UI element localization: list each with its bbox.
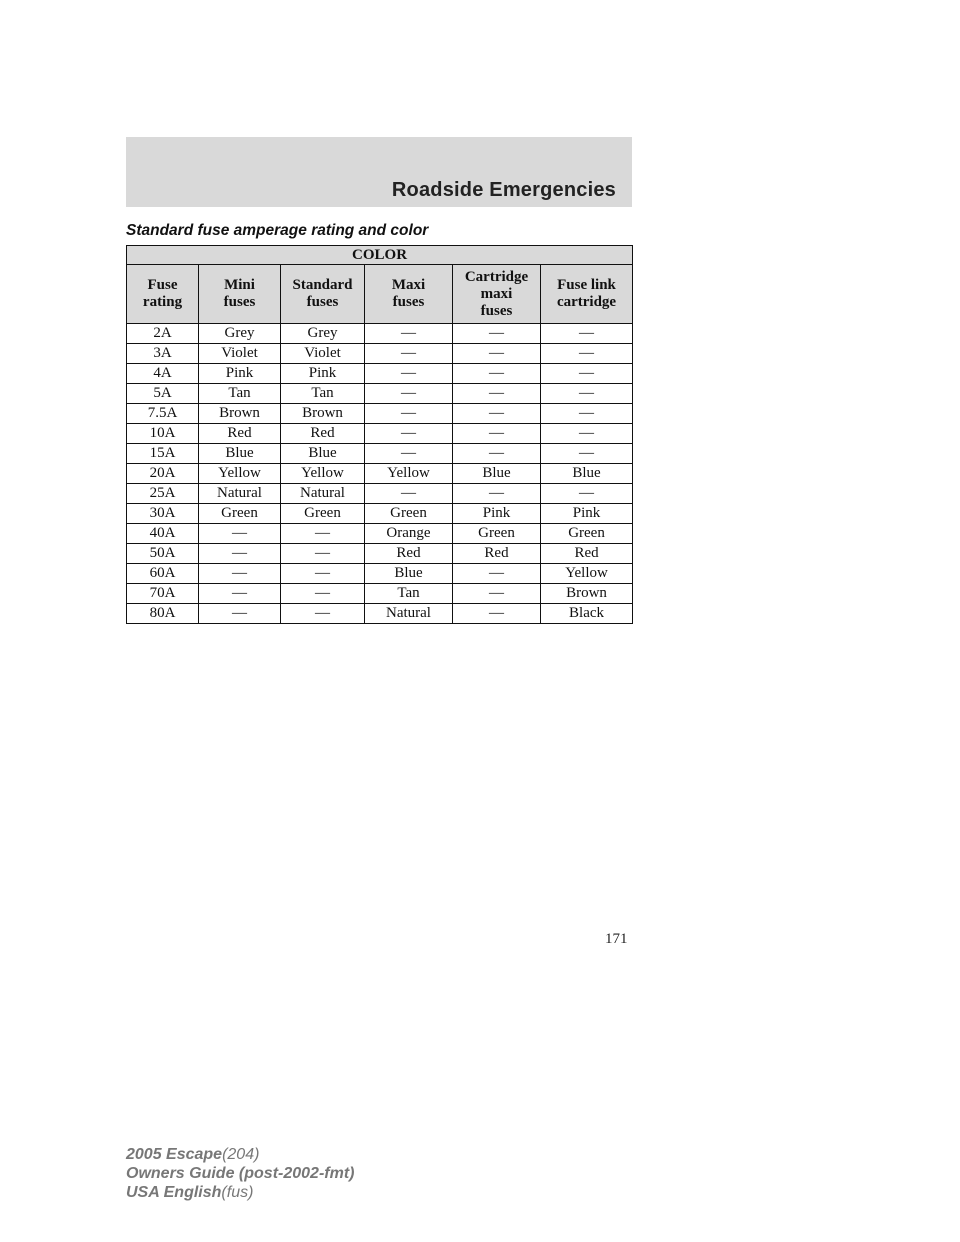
- table-cell: —: [281, 604, 365, 624]
- table-cell: —: [453, 384, 541, 404]
- table-cell: Grey: [281, 324, 365, 344]
- table-cell: 80A: [127, 604, 199, 624]
- table-cell: 40A: [127, 524, 199, 544]
- table-cell: —: [365, 364, 453, 384]
- footer-language: USA English: [126, 1184, 222, 1201]
- table-cell: —: [281, 524, 365, 544]
- table-cell: Red: [281, 424, 365, 444]
- table-cell: —: [199, 524, 281, 544]
- table-cell: —: [453, 444, 541, 464]
- table-row: [127, 464, 633, 484]
- table-cell: 10A: [127, 424, 199, 444]
- table-row: [127, 604, 633, 624]
- table-cell: 50A: [127, 544, 199, 564]
- footer-guide: Owners Guide (post-2002-fmt): [126, 1165, 355, 1182]
- footer-model: 2005 Escape: [126, 1146, 223, 1163]
- table-cell: 3A: [127, 344, 199, 364]
- table-cell: —: [365, 324, 453, 344]
- table-row: [127, 524, 633, 544]
- table-cell: Natural: [365, 604, 453, 624]
- table-cell: —: [365, 484, 453, 504]
- table-cell: —: [453, 344, 541, 364]
- table-cell: 30A: [127, 504, 199, 524]
- table-row: [127, 404, 633, 424]
- column-header: Mini fuses: [199, 265, 281, 324]
- table-cell: Violet: [281, 344, 365, 364]
- table-row: [127, 344, 633, 364]
- table-row: [127, 484, 633, 504]
- table-cell: 7.5A: [127, 404, 199, 424]
- table-cell: —: [541, 364, 633, 384]
- table-cell: —: [281, 564, 365, 584]
- table-cell: Green: [199, 504, 281, 524]
- table-cell: —: [453, 324, 541, 344]
- table-cell: —: [453, 404, 541, 424]
- table-row: [127, 424, 633, 444]
- table-cell: —: [541, 324, 633, 344]
- table-row: [127, 564, 633, 584]
- table-cell: Red: [199, 424, 281, 444]
- table-cell: 15A: [127, 444, 199, 464]
- table-cell: —: [453, 584, 541, 604]
- section-title: Roadside Emergencies: [391, 179, 616, 201]
- table-cell: Green: [541, 524, 633, 544]
- table-cell: —: [281, 584, 365, 604]
- table-cell: Grey: [199, 324, 281, 344]
- table-cell: —: [365, 404, 453, 424]
- footer-language-code: (fus): [221, 1184, 254, 1201]
- table-cell: Tan: [199, 384, 281, 404]
- footer-model-code: (204): [222, 1146, 260, 1163]
- table-cell: —: [453, 424, 541, 444]
- table-cell: —: [453, 604, 541, 624]
- table-cell: Tan: [365, 584, 453, 604]
- table-cell: Tan: [281, 384, 365, 404]
- table-cell: Black: [541, 604, 633, 624]
- table-cell: Pink: [281, 364, 365, 384]
- table-cell: Yellow: [541, 564, 633, 584]
- table-cell: —: [199, 604, 281, 624]
- table-row: [127, 324, 633, 344]
- color-group-header: COLOR: [127, 246, 633, 265]
- table-cell: —: [541, 404, 633, 424]
- fuse-color-table: [126, 245, 633, 624]
- table-caption: Standard fuse amperage rating and color: [126, 222, 429, 239]
- table-cell: Pink: [541, 504, 633, 524]
- column-header: Fuse link cartridge: [541, 265, 633, 324]
- table-row: [127, 544, 633, 564]
- table-cell: Blue: [365, 564, 453, 584]
- column-header: Maxi fuses: [365, 265, 453, 324]
- column-header: Cartridge maxi fuses: [453, 265, 541, 324]
- table-row: [127, 504, 633, 524]
- table-cell: —: [453, 484, 541, 504]
- section-header-band: [126, 137, 632, 207]
- table-cell: 70A: [127, 584, 199, 604]
- table-cell: 5A: [127, 384, 199, 404]
- table-cell: —: [199, 564, 281, 584]
- table-cell: Violet: [199, 344, 281, 364]
- table-cell: —: [541, 344, 633, 364]
- table-row: [127, 444, 633, 464]
- table-cell: Orange: [365, 524, 453, 544]
- table-row: [127, 384, 633, 404]
- table-cell: Natural: [199, 484, 281, 504]
- column-header: Fuse rating: [127, 265, 199, 324]
- table-cell: Yellow: [365, 464, 453, 484]
- table-cell: —: [365, 444, 453, 464]
- table-cell: Brown: [541, 584, 633, 604]
- table-cell: 4A: [127, 364, 199, 384]
- table-cell: Brown: [199, 404, 281, 424]
- table-cell: Red: [365, 544, 453, 564]
- table-cell: —: [541, 484, 633, 504]
- table-cell: Green: [365, 504, 453, 524]
- table-cell: —: [281, 544, 365, 564]
- table-cell: —: [541, 444, 633, 464]
- table-cell: Natural: [281, 484, 365, 504]
- table-cell: Blue: [453, 464, 541, 484]
- table-cell: Red: [453, 544, 541, 564]
- table-cell: Pink: [453, 504, 541, 524]
- table-cell: 60A: [127, 564, 199, 584]
- table-cell: Green: [453, 524, 541, 544]
- table-cell: —: [365, 344, 453, 364]
- page-number: 171: [605, 931, 628, 947]
- table-cell: Blue: [199, 444, 281, 464]
- table-cell: —: [541, 424, 633, 444]
- table-cell: —: [199, 584, 281, 604]
- table-cell: Pink: [199, 364, 281, 384]
- table-cell: Yellow: [281, 464, 365, 484]
- table-cell: —: [453, 564, 541, 584]
- table-cell: Blue: [541, 464, 633, 484]
- footer-line: [126, 1145, 354, 1164]
- table-cell: 25A: [127, 484, 199, 504]
- table-cell: Green: [281, 504, 365, 524]
- document-footer: [126, 1145, 354, 1202]
- table-row: [127, 364, 633, 384]
- table-cell: Red: [541, 544, 633, 564]
- table-cell: —: [365, 384, 453, 404]
- table-cell: —: [365, 424, 453, 444]
- table-cell: Yellow: [199, 464, 281, 484]
- footer-line: [126, 1183, 354, 1202]
- table-cell: 20A: [127, 464, 199, 484]
- table-cell: —: [541, 384, 633, 404]
- table-cell: —: [199, 544, 281, 564]
- table-cell: Blue: [281, 444, 365, 464]
- table-row: [127, 584, 633, 604]
- table-cell: 2A: [127, 324, 199, 344]
- table-cell: —: [453, 364, 541, 384]
- column-header: Standard fuses: [281, 265, 365, 324]
- footer-line: [126, 1164, 354, 1183]
- table-cell: Brown: [281, 404, 365, 424]
